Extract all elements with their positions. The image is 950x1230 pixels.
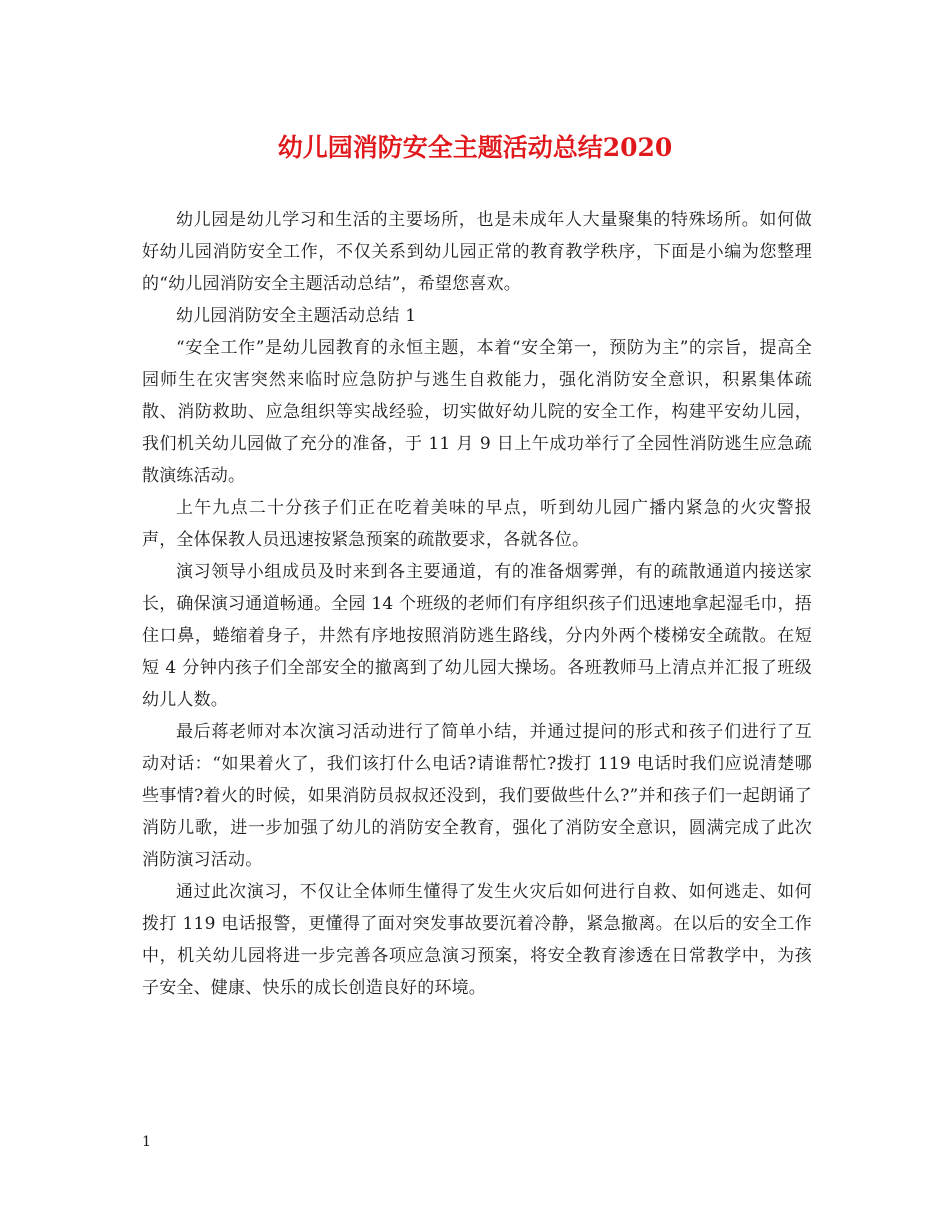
document-body: [142, 204, 812, 1004]
page-number: 1: [142, 1134, 151, 1150]
body-paragraph: 最后蒋老师对本次演习活动进行了简单小结，并通过提问的形式和孩子们进行了互动对话：“如果着火了，我们该打什么电话?请谁帮忙?拨打 119 电话时我们应说清楚哪些事情?着火的时候，如果消防员叔叔还没到，我们要做些什么?”并和孩子们一起朗诵了消防儿歌，进一步加强了幼儿的消防安全教育，强化了消防安全意识，圆满完成了此次消防演习活动。: [142, 722, 812, 870]
body-paragraph: 上午九点二十分孩子们正在吃着美味的早点，听到幼儿园广播内紧急的火灾警报声，全体保教人员迅速按紧急预案的疏散要求，各就各位。: [142, 498, 812, 550]
document-title: 幼儿园消防安全主题活动总结2020: [277, 133, 673, 162]
intro-paragraph: 幼儿园是幼儿学习和生活的主要场所，也是未成年人大量聚集的特殊场所。如何做好幼儿园消防安全工作，不仅关系到幼儿园正常的教育教学秩序，下面是小编为您整理的“幼儿园消防安全主题活动总结”，希望您喜欢。: [142, 210, 812, 294]
body-paragraph: “安全工作”是幼儿园教育的永恒主题，本着“安全第一，预防为主”的宗旨，提高全园师生在灾害突然来临时应急防护与逃生自救能力，强化消防安全意识，积累集体疏散、消防救助、应急组织等实战经验，切实做好幼儿院的安全工作，构建平安幼儿园，我们机关幼儿园做了充分的准备，于 11 月 9 日上午成功举行了全园性消防逃生应急疏散演练活动。: [142, 338, 812, 486]
body-paragraph: 演习领导小组成员及时来到各主要通道，有的准备烟雾弹，有的疏散通道内接送家长，确保演习通道畅通。全园 14 个班级的老师们有序组织孩子们迅速地拿起湿毛巾，捂住口鼻，蜷缩着身子，井然有序地按照消防逃生路线，分内外两个楼梯安全疏散。在短短 4 分钟内孩子们全部安全的撤离到了幼儿园大操场。各班教师马上清点并汇报了班级幼儿人数。: [142, 562, 812, 710]
body-paragraph: 通过此次演习，不仅让全体师生懂得了发生火灾后如何进行自救、如何逃走、如何拨打 119 电话报警，更懂得了面对突发事故要沉着冷静，紧急撤离。在以后的安全工作中，机关幼儿园将进一步完善各项应急演习预案，将安全教育渗透在日常教学中，为孩子安全、健康、快乐的成长创造良好的环境。: [142, 882, 812, 998]
section-heading: 幼儿园消防安全主题活动总结 1: [176, 306, 417, 326]
